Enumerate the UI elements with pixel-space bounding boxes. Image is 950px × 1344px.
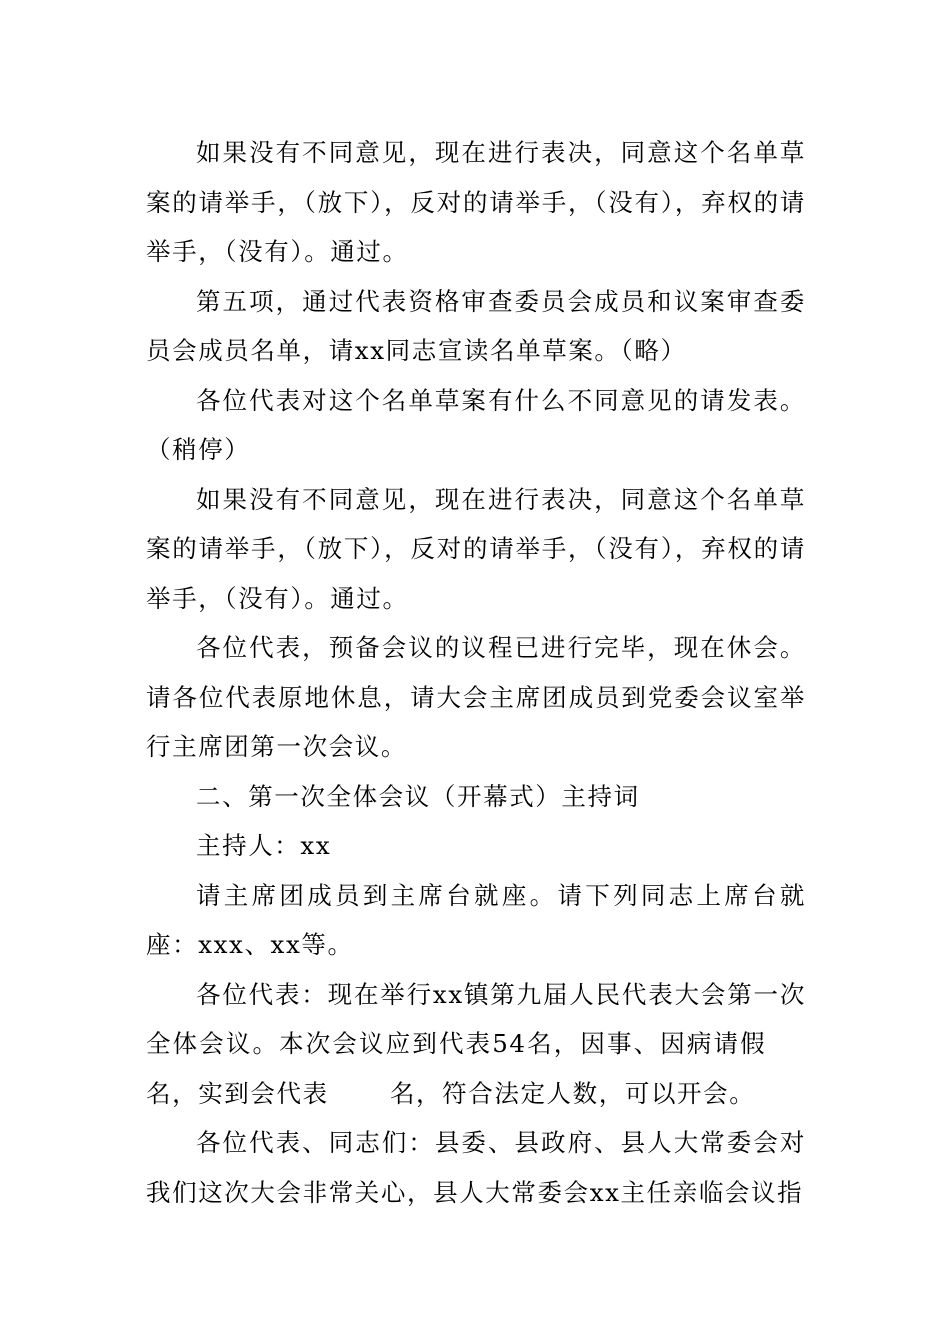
attendance-text-part1: 各位代表：现在举行xx镇第九届人民代表大会第一次全体会议。本次会议应到代表54名，因事、因病请假 [146, 979, 806, 1058]
document-body [146, 128, 806, 1217]
paragraph-seating: 请主席团成员到主席台就座。请下列同志上席台就座：xxx、xx等。 [146, 880, 806, 959]
paragraph-greeting: 各位代表、同志们：县委、县政府、县人大常委会对我们这次大会非常关心，县人大常委会xx主任亲临会议指 [146, 1128, 806, 1207]
attendance-text-part3: 名，符合法定人数，可以开会。 [389, 1078, 756, 1108]
paragraph-adjourn: 各位代表，预备会议的议程已进行完毕，现在休会。请各位代表原地休息，请大会主席团成员到党委会议室举行主席团第一次会议。 [146, 633, 806, 761]
paragraph-opinion-request: 各位代表对这个名单草案有什么不同意见的请发表。（稍停） [146, 385, 806, 464]
paragraph-vote-1: 如果没有不同意见，现在进行表决，同意这个名单草案的请举手，（放下），反对的请举手，（没有），弃权的请举手，（没有）。通过。 [146, 138, 806, 266]
paragraph-attendance [146, 970, 806, 1119]
paragraph-item-five: 第五项，通过代表资格审查委员会成员和议案审查委员会成员名单，请xx同志宣读名单草案。（略） [146, 286, 806, 365]
paragraph-host: 主持人：xx [196, 831, 332, 860]
attendance-text-part2: 名，实到会代表 [146, 1078, 329, 1108]
section-heading: 二、第一次全体会议（开幕式）主持词 [196, 781, 640, 811]
paragraph-vote-2: 如果没有不同意见，现在进行表决，同意这个名单草案的请举手，（放下），反对的请举手，（没有），弃权的请举手，（没有）。通过。 [146, 484, 806, 613]
